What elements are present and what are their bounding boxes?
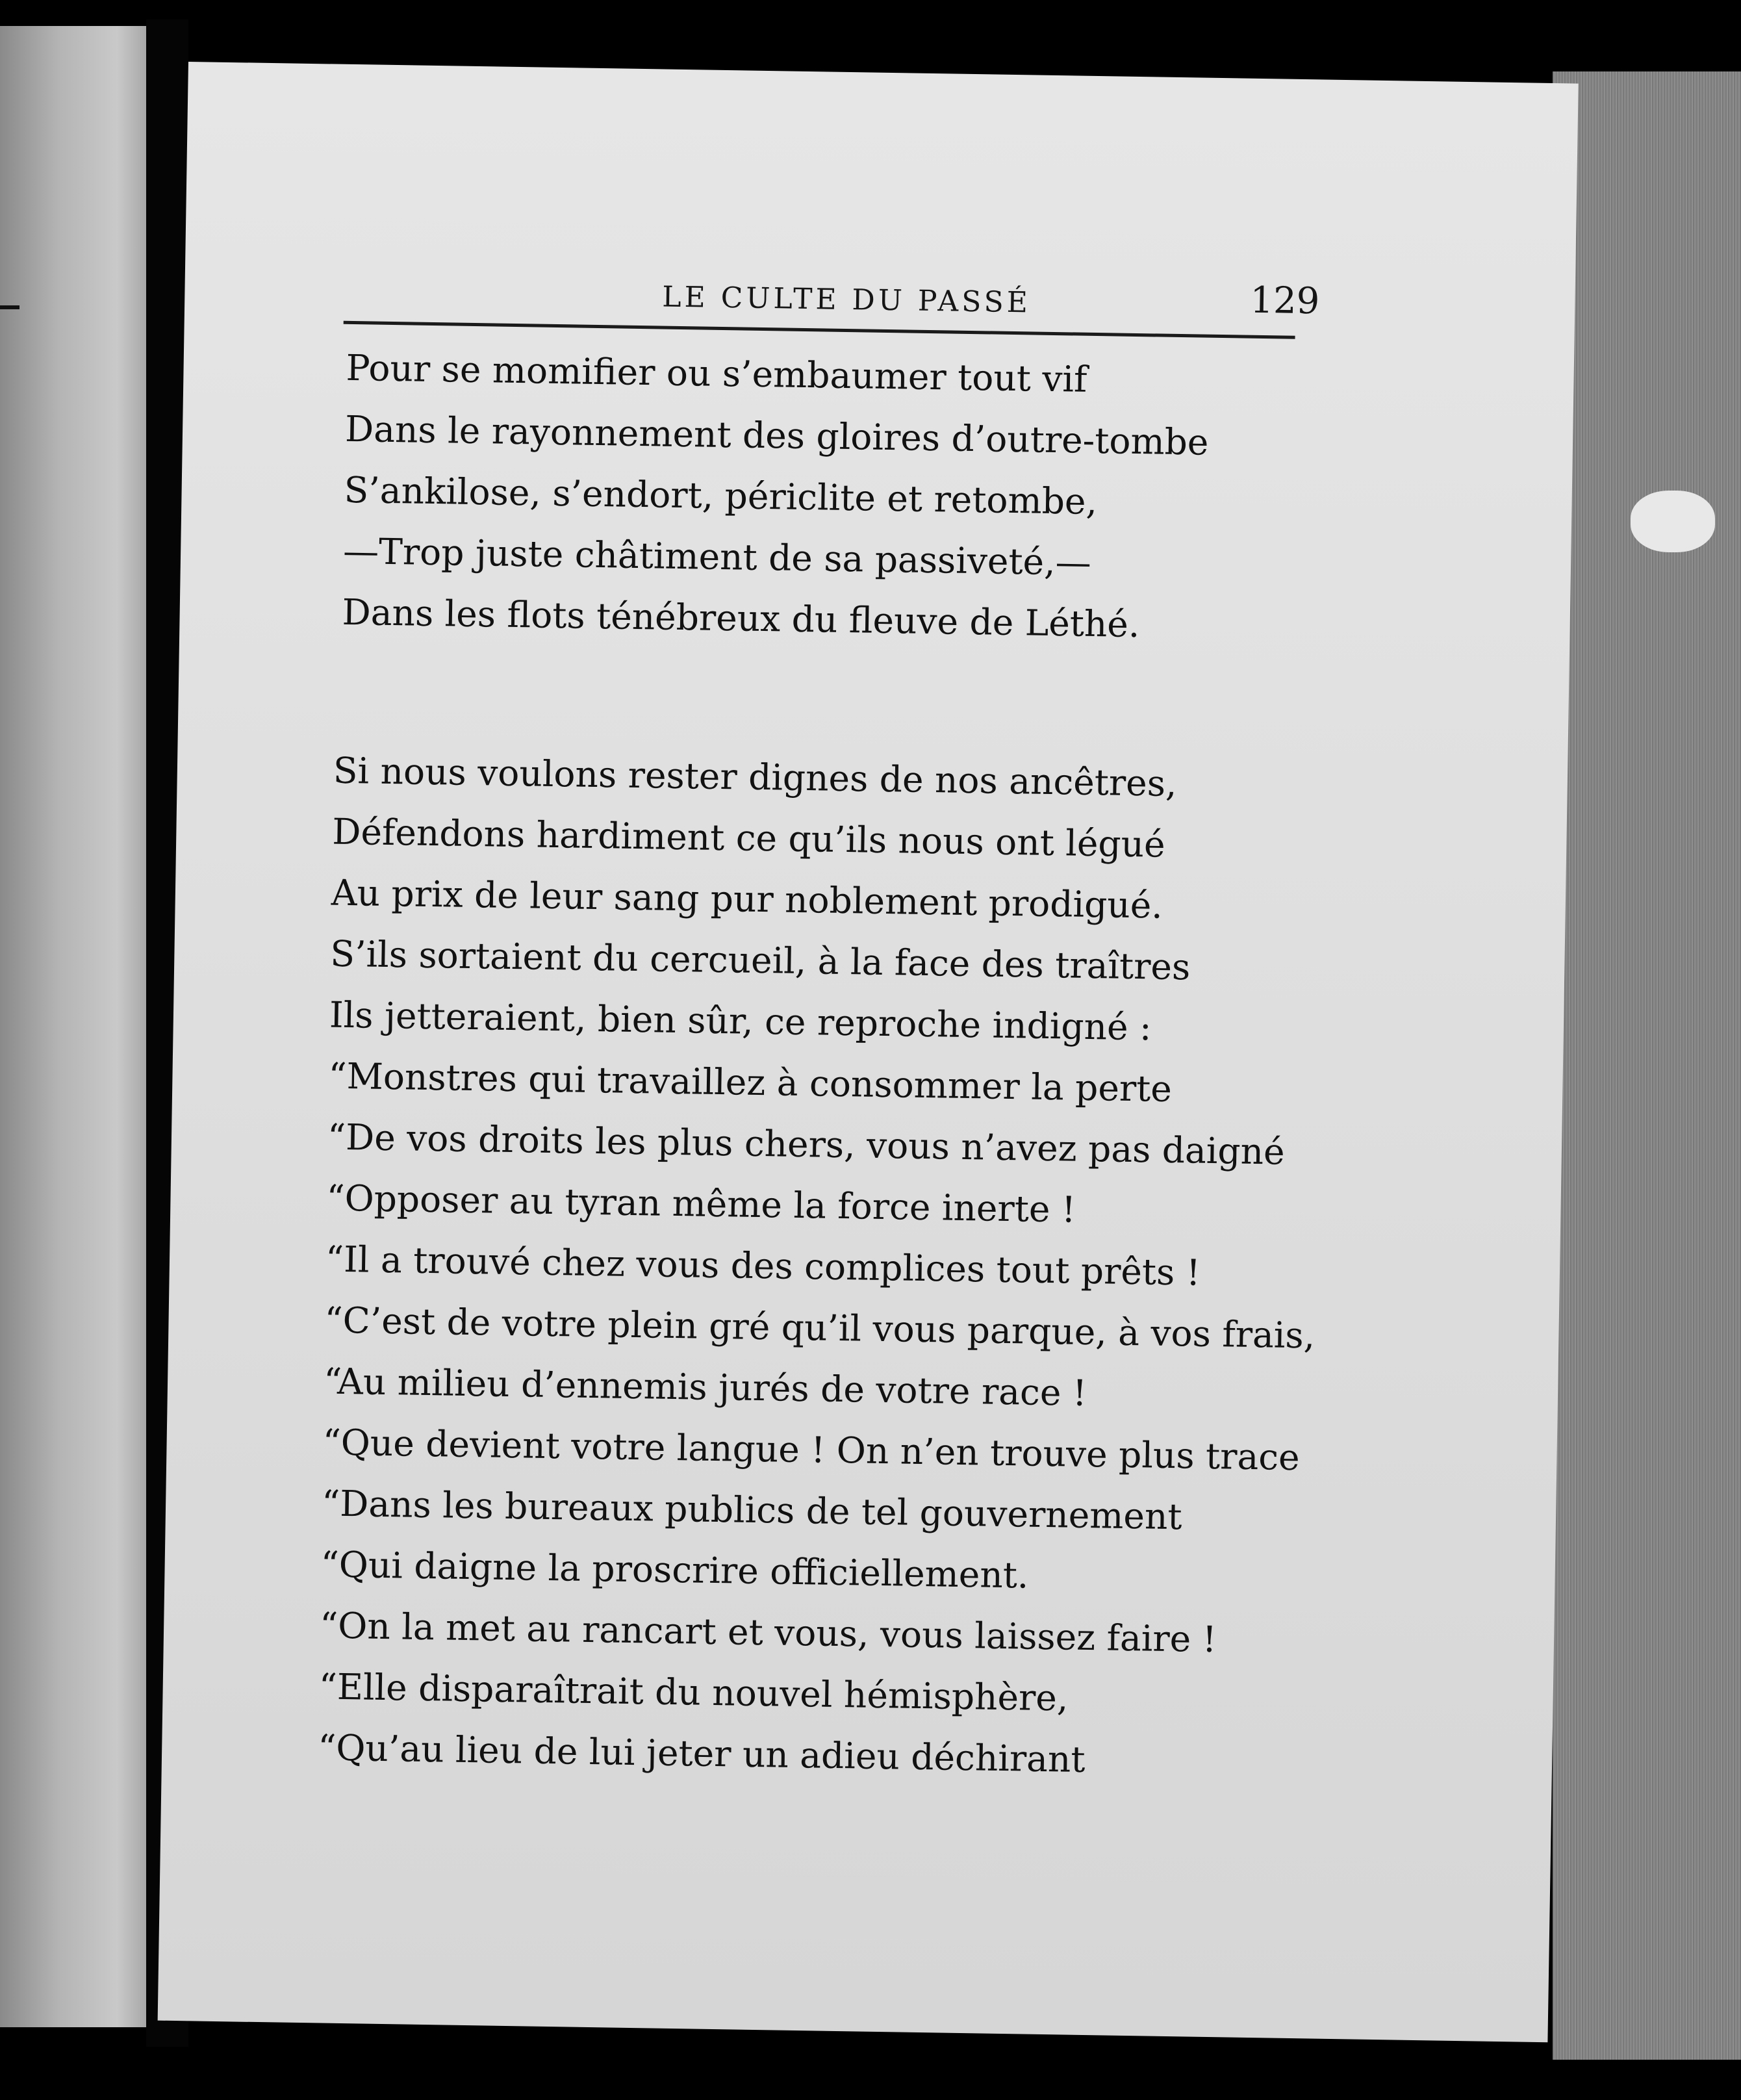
- verse-line: Pour se momifier ou s’embaumer tout vif: [346, 346, 1087, 400]
- verse-line: “Au milieu d’ennemis jurés de votre race !: [323, 1360, 1087, 1414]
- verse-line: Défendons hardiment ce qu’ils nous ont légué: [331, 810, 1166, 865]
- verse-line: “Il a trouvé chez vous des complices tout prêts !: [325, 1238, 1201, 1294]
- verse-line: Si nous voulons rester dignes de nos ancêtres,: [333, 749, 1177, 805]
- verse-line: Ils jetteraient, bien sûr, ce reproche indigné :: [329, 993, 1152, 1049]
- verse-line: “Elle disparaîtrait du nouvel hémisphère,: [318, 1665, 1069, 1719]
- verse-line: “Opposer au tyran même la force inerte !: [326, 1177, 1076, 1231]
- verse-line: “Monstres qui travaillez à consommer la perte: [328, 1055, 1173, 1110]
- verse-line: “Qu’au lieu de lui jeter un adieu déchirant: [317, 1726, 1086, 1781]
- verse-line: “Qui daigne la proscrire officiellement.: [320, 1543, 1029, 1596]
- verse-line: “De vos droits les plus chers, vous n’avez pas daigné: [327, 1116, 1286, 1173]
- poem-stanza-1: [342, 337, 1210, 656]
- verse-line: Dans les flots ténébreux du fleuve de Léthé.: [342, 591, 1140, 646]
- verse-line: Au prix de leur sang pur noblement prodigué.: [331, 871, 1163, 927]
- running-title: LE CULTE DU PASSÉ: [662, 280, 1032, 320]
- verse-line: “Dans les bureaux publics de tel gouvernement: [321, 1482, 1183, 1538]
- verse-line: S’ils sortaient du cercueil, à la face des traîtres: [329, 932, 1191, 988]
- page-number: 129: [1249, 279, 1320, 323]
- adjacent-page-edge: [0, 26, 146, 2027]
- adjacent-page-mark: [0, 305, 19, 309]
- page-edges-stack: [1553, 71, 1741, 2060]
- verse-line: “C’est de votre plein gré qu’il vous parque, à vos frais,: [324, 1299, 1315, 1357]
- verse-line: —Trop juste châtiment de sa passiveté,—: [342, 530, 1092, 583]
- poem-stanza-2: [318, 740, 1325, 1794]
- edge-blemish: [1631, 491, 1715, 552]
- verse-line: S’ankilose, s’endort, périclite et retombe,: [344, 468, 1098, 523]
- verse-line: “On la met au rancart et vous, vous laissez faire !: [319, 1604, 1217, 1661]
- verse-line: “Que devient votre langue ! On n’en trouve plus trace: [322, 1421, 1301, 1479]
- book-page: [158, 62, 1579, 2042]
- verse-line: Dans le rayonnement des gloires d’outre-tombe: [344, 407, 1209, 463]
